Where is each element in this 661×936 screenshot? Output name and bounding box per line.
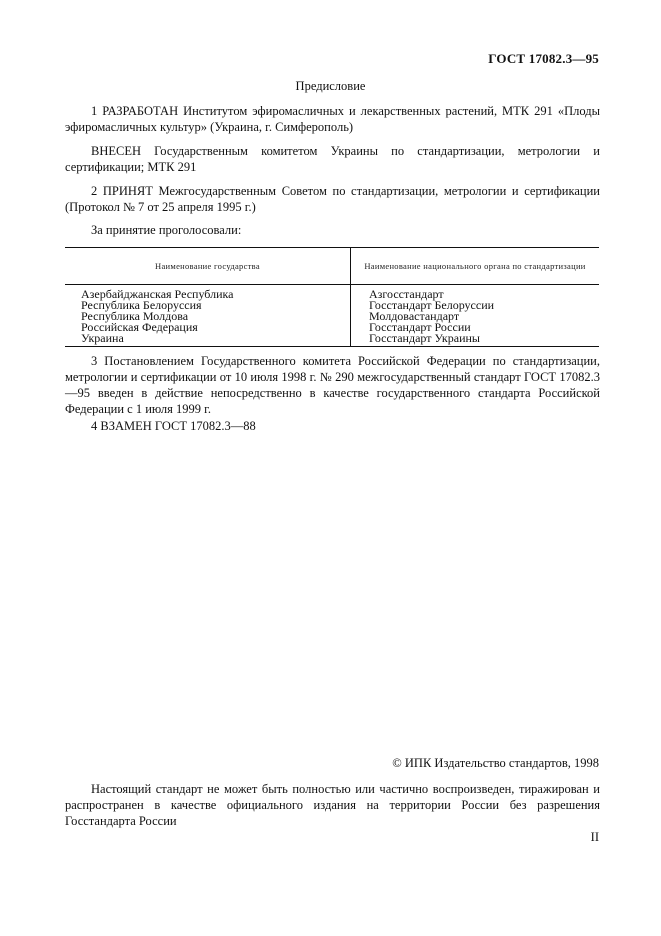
paragraph-developed-by: 1 РАЗРАБОТАН Институтом эфиромасличных и лекарственных растений, МТК 291 «Плоды эфиромасличных культур» (Украина, г. Симферополь) [65, 104, 600, 134]
state-cell: Республика Молдова [65, 311, 351, 322]
copyright-line: © ИПК Издательство стандартов, 1998 [392, 756, 599, 770]
body-cell: Молдовастандарт [369, 309, 460, 323]
reproduction-notice: Настоящий стандарт не может быть полностью или частично воспроизведен, тиражирован и распространен в качестве официального издания на территории России без разрешения Госстандарта России [65, 782, 600, 828]
state-cell: Республика Белоруссия [65, 300, 351, 311]
body-cell: Азгосстандарт [369, 287, 444, 301]
body-cell: Госстандарт Белоруссии [369, 298, 495, 312]
body-cell: Госстандарт России [369, 320, 471, 334]
table-row [65, 333, 599, 347]
header-national-body: Наименование национального органа по стандартизации [351, 248, 600, 285]
paragraph-voted-for: За принятие проголосовали: [91, 223, 242, 237]
page-number: II [590, 830, 599, 844]
preface-title: Предисловие [295, 79, 366, 93]
paragraph-introduced-by: ВНЕСЕН Государственным комитетом Украины по стандартизации, метрологии и сертификации; МТК 291 [65, 144, 600, 174]
paragraph-enacted: 3 Постановлением Государственного комитета Российской Федерации по стандартизации, метрологии и сертификации от 10 июля 1998 г. № 290 межгосударственный стандарт ГОСТ 17082.3—95 введен в действие непосредственно в качестве государственного стандарта Российской Федерации с 1 июля 1999 г. [65, 354, 600, 416]
paragraph-replaces: 4 ВЗАМЕН ГОСТ 17082.3—88 [91, 419, 256, 433]
vote-table [65, 247, 599, 347]
paragraph-adopted-by: 2 ПРИНЯТ Межгосударственным Советом по стандартизации, метрологии и сертификации (Протокол № 7 от 25 апреля 1995 г.) [65, 184, 600, 214]
header-state: Наименование государства [65, 248, 351, 285]
state-cell: Азербайджанская Республика [65, 285, 351, 301]
state-cell: Украина [65, 333, 351, 347]
state-cell: Российская Федерация [65, 322, 351, 333]
vote-table-header-row [65, 248, 599, 285]
standard-code: ГОСТ 17082.3—95 [488, 51, 599, 66]
table-row [65, 322, 599, 333]
body-cell: Госстандарт Украины [351, 333, 600, 347]
